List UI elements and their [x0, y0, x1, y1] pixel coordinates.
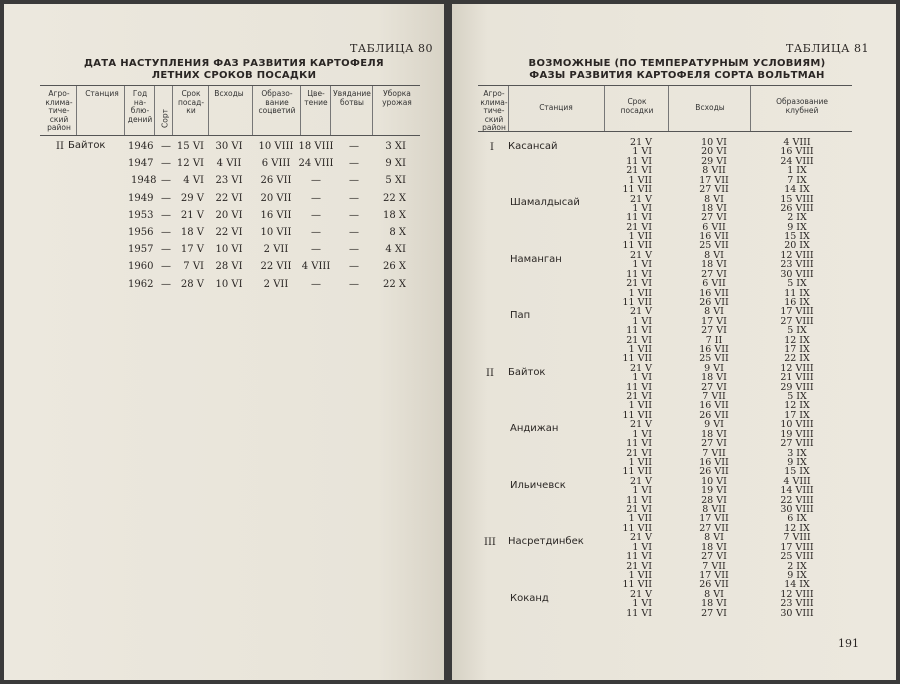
planting-cell: 21 VI	[626, 560, 652, 572]
harvest-cell: 5 XI	[385, 175, 406, 187]
wilting-cell: —	[349, 192, 359, 204]
planting-cell: 11 VII	[622, 240, 652, 252]
year-cell: 1957	[128, 244, 154, 256]
planting-cell: 1 VII	[628, 513, 652, 525]
harvest-cell: 26 X	[382, 261, 406, 273]
tubers-cell: 7 VIII	[783, 532, 811, 544]
tubers-cell: 30 VIII	[780, 268, 814, 280]
planting-cell: 18 V	[180, 227, 204, 238]
flowering-cell: —	[311, 227, 321, 238]
year-cell: 1960	[128, 261, 154, 273]
variety-cell: —	[161, 244, 171, 256]
planting-cell: 11 VI	[626, 438, 652, 450]
planting-cell: 21 VI	[626, 504, 652, 515]
wilting-cell: —	[349, 278, 359, 290]
station-label: Касансай	[508, 141, 558, 152]
shoots-cell: 6 VII	[702, 221, 726, 233]
tubers-cell: 15 IX	[784, 466, 810, 478]
header-zone: Агро- клима- тиче- ский район	[45, 89, 73, 132]
station-label: Байток	[508, 366, 546, 378]
shoots-cell: 23 VI	[215, 175, 243, 187]
shoots-cell: 17 VII	[699, 513, 729, 525]
tubers-cell: 6 IX	[787, 513, 807, 525]
year-cell: 1949	[128, 192, 154, 204]
shoots-cell: 26 VII	[699, 579, 729, 591]
tubers-cell: 17 IX	[784, 344, 810, 355]
flowering-cell: 18 VIII	[298, 141, 334, 152]
planting-cell: 1 VII	[628, 400, 652, 412]
planting-cell: 29 V	[180, 192, 204, 204]
planting-cell: 1 VII	[628, 174, 652, 186]
shoots-cell: 19 VI	[701, 485, 727, 497]
planting-cell: 11 VII	[622, 353, 652, 365]
tubers-cell: 20 VII	[260, 192, 292, 204]
shoots-cell: 27 VI	[701, 212, 727, 224]
shoots-cell: 17 VII	[699, 174, 729, 186]
tubers-cell: 14 IX	[784, 183, 810, 195]
tubers-cell: 10 VIII	[780, 419, 814, 431]
planting-cell: 21 V	[630, 306, 652, 318]
planting-cell: 1 VI	[632, 202, 652, 214]
tubers-cell: 21 VIII	[780, 372, 814, 384]
flowering-cell: —	[311, 244, 321, 256]
harvest-cell: 22 X	[382, 278, 406, 290]
planting-cell: 21 VI	[626, 447, 652, 459]
planting-cell: 11 VI	[626, 155, 652, 167]
tubers-cell: 15 IX	[784, 231, 810, 242]
header-divider	[208, 86, 209, 135]
wilting-cell: —	[349, 158, 359, 170]
tubers-cell: 26 VIII	[780, 202, 814, 214]
table-80-label: ТАБЛИЦА 80	[350, 42, 433, 55]
tubers-cell: 22 VII	[260, 261, 292, 273]
planting-cell: 1 VI	[632, 146, 652, 158]
variety-cell: —	[161, 175, 171, 187]
shoots-cell: 7 VII	[702, 560, 726, 572]
planting-cell: 11 VI	[626, 381, 652, 393]
flowering-cell: —	[311, 278, 321, 290]
station-label: Шамалдысай	[510, 197, 580, 209]
shoots-cell: 22 VI	[215, 227, 243, 238]
shoots-cell: 22 VI	[215, 192, 243, 204]
header-planting: Срок посад- ки	[177, 89, 205, 115]
planting-cell: 21 VI	[626, 221, 652, 233]
planting-cell: 4 VI	[183, 175, 204, 187]
header-flowering: Цве- тение	[304, 89, 328, 107]
shoots-cell: 16 VII	[699, 287, 729, 299]
tubers-cell: 3 IX	[787, 447, 807, 459]
tubers-cell: 12 VIII	[780, 362, 814, 374]
tubers-cell: 10 VIII	[258, 141, 294, 152]
planting-cell: 11 VII	[622, 522, 652, 534]
harvest-cell: 3 XI	[385, 141, 406, 152]
table-80-title-line1: ДАТА НАСТУПЛЕНИЯ ФАЗ РАЗВИТИЯ КАРТОФЕЛЯ	[84, 58, 384, 69]
zone-label: III	[484, 537, 496, 549]
flowering-cell: 24 VIII	[298, 158, 334, 170]
year-cell: 1948	[131, 175, 157, 187]
tubers-cell: 2 VII	[263, 244, 289, 256]
planting-cell: 21 V	[630, 419, 652, 431]
planting-cell: 28 V	[180, 278, 204, 290]
tubers-cell: 14 IX	[784, 579, 810, 591]
planting-cell: 11 VI	[626, 212, 652, 224]
shoots-cell: 28 VI	[215, 261, 243, 273]
planting-cell: 11 VI	[626, 325, 652, 337]
variety-cell: —	[161, 192, 171, 204]
table-81-title-line2: ФАЗЫ РАЗВИТИЯ КАРТОФЕЛЯ СОРТА ВОЛЬТМАН	[529, 70, 825, 81]
header-divider	[668, 86, 669, 131]
shoots-cell: 27 VI	[701, 438, 727, 450]
planting-cell: 21 V	[630, 362, 652, 374]
shoots-cell: 25 VII	[699, 240, 729, 252]
shoots-cell: 10 VI	[701, 137, 727, 148]
shoots-cell: 18 VI	[701, 259, 727, 271]
planting-cell: 11 VI	[626, 494, 652, 506]
shoots-cell: 8 VI	[704, 193, 724, 205]
variety-cell: —	[161, 278, 171, 290]
shoots-cell: 18 VI	[701, 598, 727, 610]
shoots-cell: 7 VII	[702, 447, 726, 459]
header-top-rule	[40, 85, 420, 86]
header-divider	[508, 86, 509, 131]
harvest-cell: 9 XI	[385, 158, 406, 170]
shoots-cell: 27 VI	[701, 381, 727, 393]
station-label: Насретдинбек	[508, 536, 584, 548]
header-divider	[172, 86, 173, 135]
planting-cell: 21 V	[630, 137, 652, 148]
header-divider	[604, 86, 605, 131]
shoots-cell: 27 VII	[699, 522, 729, 534]
tubers-cell: 4 VIII	[783, 475, 811, 487]
shoots-cell: 8 VI	[704, 250, 724, 261]
station-label: Коканд	[510, 592, 549, 604]
right-page	[452, 4, 896, 680]
flowering-cell: —	[311, 192, 321, 204]
table-80-title	[54, 58, 414, 82]
shoots-cell: 8 VI	[704, 306, 724, 318]
tubers-cell: 2 VII	[263, 278, 289, 290]
wilting-cell: —	[349, 141, 359, 152]
variety-cell: —	[161, 209, 171, 221]
flowering-cell: —	[311, 175, 321, 187]
header-station: Станция	[85, 89, 119, 98]
tubers-cell: 12 IX	[784, 334, 810, 346]
header-bottom-rule	[40, 135, 420, 136]
station-label: Наманган	[510, 253, 562, 265]
shoots-cell: 18 VI	[701, 202, 727, 214]
shoots-cell: 25 VII	[699, 353, 729, 365]
tubers-cell: 2 IX	[787, 212, 807, 224]
planting-cell: 11 VI	[626, 607, 652, 619]
shoots-cell: 18 VI	[701, 541, 727, 553]
station-label: Ильичевск	[510, 479, 566, 491]
shoots-cell: 27 VI	[701, 551, 727, 563]
tubers-cell: 6 VIII	[261, 158, 291, 170]
zone-label: II	[486, 367, 494, 379]
planting-cell: 1 VI	[632, 485, 652, 497]
tubers-cell: 17 IX	[784, 409, 810, 421]
planting-cell: 1 VI	[632, 428, 652, 440]
left-page	[4, 4, 444, 680]
tubers-cell: 12 IX	[784, 522, 810, 534]
wilting-cell: —	[349, 244, 359, 256]
tubers-cell: 22 IX	[784, 353, 810, 365]
header-divider	[154, 86, 155, 135]
header-divider	[124, 86, 125, 135]
harvest-cell: 18 X	[382, 209, 406, 221]
planting-cell: 21 VI	[626, 391, 652, 403]
tubers-cell: 16 VII	[260, 209, 292, 221]
flowering-cell: —	[311, 209, 321, 221]
planting-cell: 1 VI	[632, 315, 652, 327]
shoots-cell: 7 II	[705, 334, 723, 346]
planting-cell: 21 VI	[626, 278, 652, 290]
planting-cell: 21 V	[630, 250, 652, 261]
shoots-cell: 20 VI	[701, 146, 727, 158]
table-81-title-line1: ВОЗМОЖНЫЕ (ПО ТЕМПЕРАТУРНЫМ УСЛОВИЯМ)	[528, 58, 826, 69]
tubers-cell: 20 IX	[784, 240, 810, 252]
tubers-cell: 9 IX	[787, 221, 807, 233]
planting-cell: 21 V	[630, 475, 652, 487]
variety-cell: —	[161, 158, 171, 170]
tubers-cell: 24 VIII	[780, 155, 814, 167]
table-80-title-line2: ЛЕТНИХ СРОКОВ ПОСАДКИ	[151, 70, 317, 81]
planting-cell: 17 V	[180, 244, 204, 256]
tubers-cell: 5 IX	[787, 325, 807, 337]
variety-cell: —	[161, 261, 171, 273]
header-divider	[372, 86, 373, 135]
planting-cell: 11 VII	[622, 466, 652, 478]
shoots-cell: 9 VI	[704, 362, 724, 374]
planting-cell: 1 VI	[632, 372, 652, 384]
header-divider	[300, 86, 301, 135]
tubers-cell: 12 VIII	[780, 588, 814, 600]
tubers-cell: 4 VIII	[783, 137, 811, 148]
tubers-cell: 26 VII	[260, 175, 292, 187]
planting-cell: 21 VI	[626, 165, 652, 177]
planting-cell: 11 VI	[626, 268, 652, 280]
shoots-cell: 16 VII	[699, 456, 729, 468]
page-number: 191	[838, 637, 859, 650]
header-variety: Сорт	[160, 109, 170, 128]
year-cell: 1956	[128, 227, 154, 238]
shoots-cell: 26 VII	[699, 296, 729, 308]
header-divider	[76, 86, 77, 135]
header-tubers: Образо- вание соцветий	[258, 89, 296, 115]
shoots-cell: 6 VII	[702, 278, 726, 290]
header-tubers: Образование клубней	[776, 97, 828, 115]
planting-cell: 21 V	[180, 209, 204, 221]
shoots-cell: 17 VII	[699, 569, 729, 581]
harvest-cell: 22 X	[382, 192, 406, 204]
shoots-cell: 27 VI	[701, 268, 727, 280]
wilting-cell: —	[349, 209, 359, 221]
shoots-cell: 10 VI	[215, 278, 243, 290]
planting-cell: 1 VII	[628, 287, 652, 299]
year-cell: 1962	[128, 278, 154, 290]
header-shoots: Всходы	[214, 89, 244, 98]
tubers-cell: 9 IX	[787, 456, 807, 468]
planting-cell: 11 VII	[622, 296, 652, 308]
shoots-cell: 27 VII	[699, 183, 729, 195]
tubers-cell: 16 VIII	[780, 146, 814, 158]
tubers-cell: 5 IX	[787, 278, 807, 290]
tubers-cell: 19 VIII	[780, 428, 814, 440]
zone-label: II	[56, 141, 64, 152]
shoots-cell: 16 VII	[699, 400, 729, 412]
tubers-cell: 9 IX	[787, 569, 807, 581]
tubers-cell: 17 VIII	[780, 541, 814, 553]
year-cell: 1953	[128, 209, 154, 221]
tubers-cell: 5 IX	[787, 391, 807, 403]
header-wilting: Увядание ботвы	[333, 89, 371, 107]
wilting-cell: —	[349, 175, 359, 187]
harvest-cell: 4 XI	[385, 244, 406, 256]
tubers-cell: 29 VIII	[780, 381, 814, 393]
planting-cell: 1 VI	[632, 541, 652, 553]
shoots-cell: 16 VII	[699, 231, 729, 242]
header-bottom-rule	[478, 131, 852, 132]
shoots-cell: 8 VI	[704, 532, 724, 544]
shoots-cell: 17 VI	[701, 315, 727, 327]
table-81-label: ТАБЛИЦА 81	[786, 42, 869, 55]
variety-cell: —	[161, 227, 171, 238]
header-divider	[750, 86, 751, 131]
shoots-cell: 30 VI	[215, 141, 243, 152]
planting-cell: 1 VI	[632, 598, 652, 610]
shoots-cell: 20 VI	[215, 209, 243, 221]
zone-label: I	[490, 142, 494, 153]
planting-cell: 1 VI	[632, 259, 652, 271]
wilting-cell: —	[349, 261, 359, 273]
header-station: Станция	[539, 103, 573, 112]
shoots-cell: 8 VII	[702, 504, 726, 515]
shoots-cell: 16 VII	[699, 344, 729, 355]
tubers-cell: 15 VIII	[780, 193, 814, 205]
variety-cell: —	[161, 141, 171, 152]
tubers-cell: 10 VII	[260, 227, 292, 238]
harvest-cell: 8 X	[389, 227, 406, 238]
tubers-cell: 27 VIII	[780, 438, 814, 450]
header-planting: Срок посадки	[620, 97, 654, 115]
header-divider	[252, 86, 253, 135]
tubers-cell: 30 VIII	[780, 504, 814, 515]
station-label: Пап	[510, 310, 531, 322]
planting-cell: 1 VII	[628, 569, 652, 581]
station-label: Байток	[68, 140, 106, 151]
shoots-cell: 26 VII	[699, 466, 729, 478]
planting-cell: 21 V	[630, 193, 652, 205]
shoots-cell: 27 VI	[701, 325, 727, 337]
header-divider	[330, 86, 331, 135]
shoots-cell: 18 VI	[701, 372, 727, 384]
header-top-rule	[478, 85, 852, 86]
tubers-cell: 7 IX	[787, 174, 807, 186]
planting-cell: 11 VII	[622, 579, 652, 591]
planting-cell: 11 VII	[622, 409, 652, 421]
shoots-cell: 8 VI	[704, 588, 724, 600]
tubers-cell: 12 IX	[784, 400, 810, 412]
tubers-cell: 2 IX	[787, 560, 807, 572]
planting-cell: 21 VI	[626, 334, 652, 346]
shoots-cell: 29 VI	[701, 155, 727, 167]
header-harvest: Уборка урожая	[382, 89, 412, 107]
tubers-cell: 17 VIII	[780, 306, 814, 318]
header-year: Год на- блю- дений	[127, 89, 153, 124]
tubers-cell: 22 VIII	[780, 494, 814, 506]
planting-cell: 7 VI	[183, 261, 204, 273]
tubers-cell: 23 VIII	[780, 259, 814, 271]
wilting-cell: —	[349, 227, 359, 238]
planting-cell: 1 VII	[628, 231, 652, 242]
tubers-cell: 25 VIII	[780, 551, 814, 563]
header-shoots: Всходы	[695, 103, 725, 112]
flowering-cell: 4 VIII	[301, 261, 331, 273]
tubers-cell: 14 VIII	[780, 485, 814, 497]
tubers-cell: 27 VIII	[780, 315, 814, 327]
tubers-cell: 23 VIII	[780, 598, 814, 610]
shoots-cell: 9 VI	[704, 419, 724, 431]
shoots-cell: 10 VI	[215, 244, 243, 256]
shoots-cell: 27 VI	[701, 607, 727, 619]
shoots-cell: 8 VII	[702, 165, 726, 177]
planting-cell: 15 VI	[176, 141, 204, 152]
shoots-cell: 26 VII	[699, 409, 729, 421]
shoots-cell: 10 VI	[701, 475, 727, 487]
planting-cell: 21 V	[630, 532, 652, 544]
planting-cell: 1 VII	[628, 344, 652, 355]
tubers-cell: 16 IX	[784, 296, 810, 308]
planting-cell: 11 VII	[622, 183, 652, 195]
station-label: Андижан	[510, 423, 559, 435]
tubers-cell: 12 VIII	[780, 250, 814, 261]
shoots-cell: 7 VII	[702, 391, 726, 403]
planting-cell: 11 VI	[626, 551, 652, 563]
planting-cell: 12 VI	[176, 158, 204, 170]
shoots-cell: 28 VI	[701, 494, 727, 506]
tubers-cell: 11 IX	[784, 287, 810, 299]
table-81-title	[512, 58, 842, 82]
year-cell: 1947	[128, 158, 154, 170]
tubers-cell: 30 VIII	[780, 607, 814, 619]
year-cell: 1946	[128, 141, 154, 152]
header-zone: Агро- клима- тиче- ский район	[480, 89, 508, 132]
shoots-cell: 18 VI	[701, 428, 727, 440]
shoots-cell: 4 VII	[216, 158, 242, 170]
planting-cell: 1 VII	[628, 456, 652, 468]
planting-cell: 21 V	[630, 588, 652, 600]
tubers-cell: 1 IX	[787, 165, 807, 177]
